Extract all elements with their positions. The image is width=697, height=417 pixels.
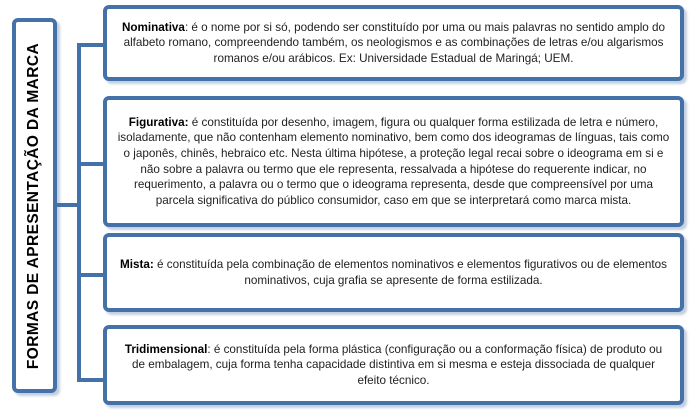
connector-branch-mista bbox=[79, 273, 103, 277]
node-term-nominativa: Nominativa bbox=[121, 20, 185, 34]
node-text bbox=[117, 342, 670, 389]
node-text bbox=[117, 20, 670, 67]
node-term-figurativa: Figurativa: bbox=[128, 115, 189, 129]
node-mista bbox=[103, 233, 684, 312]
connector-trunk bbox=[77, 43, 81, 382]
connector-branch-tridimensional bbox=[79, 378, 103, 382]
connector-branch-figurativa bbox=[79, 162, 103, 166]
node-description-tridimensional: : é constituída pela forma plástica (configuração ou a conformação física) de produto ou de embalagem, cuja forma tenha capacidade distintiva em si mesma e esteja dissociada de qualquer efeito técnico. bbox=[132, 342, 663, 387]
node-nominativa bbox=[103, 5, 684, 81]
connector-root-stem bbox=[57, 203, 79, 207]
node-term-mista: Mista: bbox=[119, 257, 154, 271]
root-node bbox=[12, 18, 57, 393]
node-text bbox=[117, 115, 670, 208]
node-text bbox=[117, 257, 670, 288]
node-tridimensional bbox=[103, 325, 684, 405]
node-description-mista: é constituída pela combinação de elementos nominativos e elementos figurativos ou de elementos nominativos, cuja grafia se apresente de forma estilizada. bbox=[153, 257, 668, 287]
node-term-tridimensional: Tridimensional bbox=[124, 342, 208, 356]
connector-branch-nominativa bbox=[79, 43, 103, 47]
node-description-figurativa: é constituída por desenho, imagem, figura ou qualquer forma estilizada de letra e número, isoladamente, que não contenham elemento nominativo, bem como dos ideogramas de línguas, tais como o japonês, chinês, hebraico etc. Nesta última hipótese, a proteção legal recai sobre o ideograma em si e não sobre a palavra ou termo que ele representa, ressalvada a hipótese do requerente indicar, no requerimento, a palavra ou o termo que o ideograma representa, desde que compreensível por uma parcela significativa do público consumidor, caso em que se interpretará como marca mista. bbox=[117, 115, 670, 207]
node-figurativa bbox=[103, 96, 684, 227]
root-label: FORMAS DE APRESENTAÇÃO DA MARCA bbox=[25, 42, 43, 369]
node-description-nominativa: : é o nome por si só, podendo ser constituído por uma ou mais palavras no sentido amplo do alfabeto romano, compreendendo também, os neologismos e as combinações de letras e/ou algarismos romanos e/ou arábicos. Ex: Universidade Estadual de Maringá; UEM. bbox=[123, 20, 666, 65]
